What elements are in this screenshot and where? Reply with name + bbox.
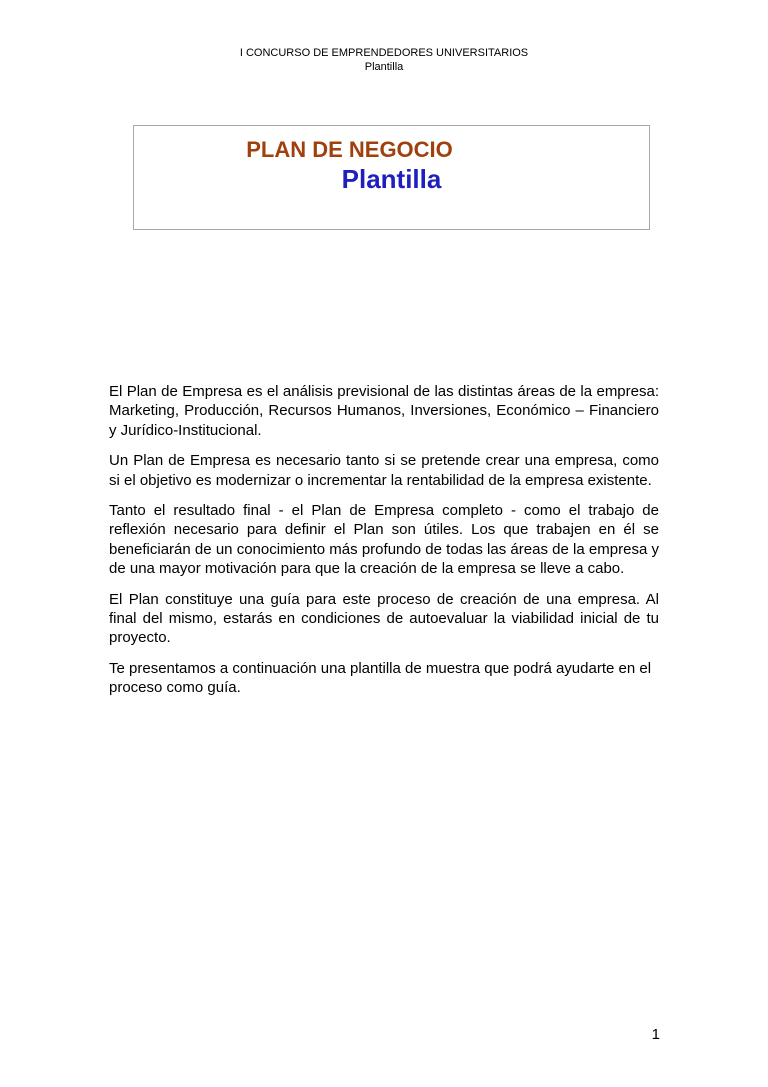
page-header <box>0 46 768 74</box>
header-title: I CONCURSO DE EMPRENDEDORES UNIVERSITARIOS <box>239 47 529 59</box>
paragraph-guide: El Plan constituye una guía para este proceso de creación de una empresa. Al final del mismo, estarás en condiciones de autoevaluar la viabilidad inicial de tu proyecto. <box>109 590 659 647</box>
paragraph-template-intro: Te presentamos a continuación una plantilla de muestra que podrá ayudarte en el proceso como guía. <box>109 659 652 697</box>
paragraph-necessity: Un Plan de Empresa es necesario tanto si se pretende crear una empresa, como si el objetivo es modernizar o incrementar la rentabilidad de la empresa existente. <box>109 452 659 489</box>
paragraph-definition: El Plan de Empresa es el análisis previsional de las distintas áreas de la empresa: Marketing, Producción, Recursos Humanos, Inversiones, Económico – Financiero y Jurídico-Institucional. <box>109 383 659 439</box>
title-box <box>133 125 650 230</box>
body-text <box>109 382 659 709</box>
sub-title: Plantilla <box>341 164 442 194</box>
paragraph-benefits: Tanto el resultado final - el Plan de Empresa completo - como el trabajo de reflexión necesario para definir el Plan son útiles. Los que trabajen en él se beneficiarán de un conocimiento más profundo de todas las áreas de la empresa y de una mayor motivación para que la creación de la empresa se lleve a cabo. <box>109 502 659 578</box>
page-number: 1 <box>651 1026 660 1043</box>
main-title: PLAN DE NEGOCIO <box>246 137 453 162</box>
header-subtitle: Plantilla <box>364 61 404 73</box>
